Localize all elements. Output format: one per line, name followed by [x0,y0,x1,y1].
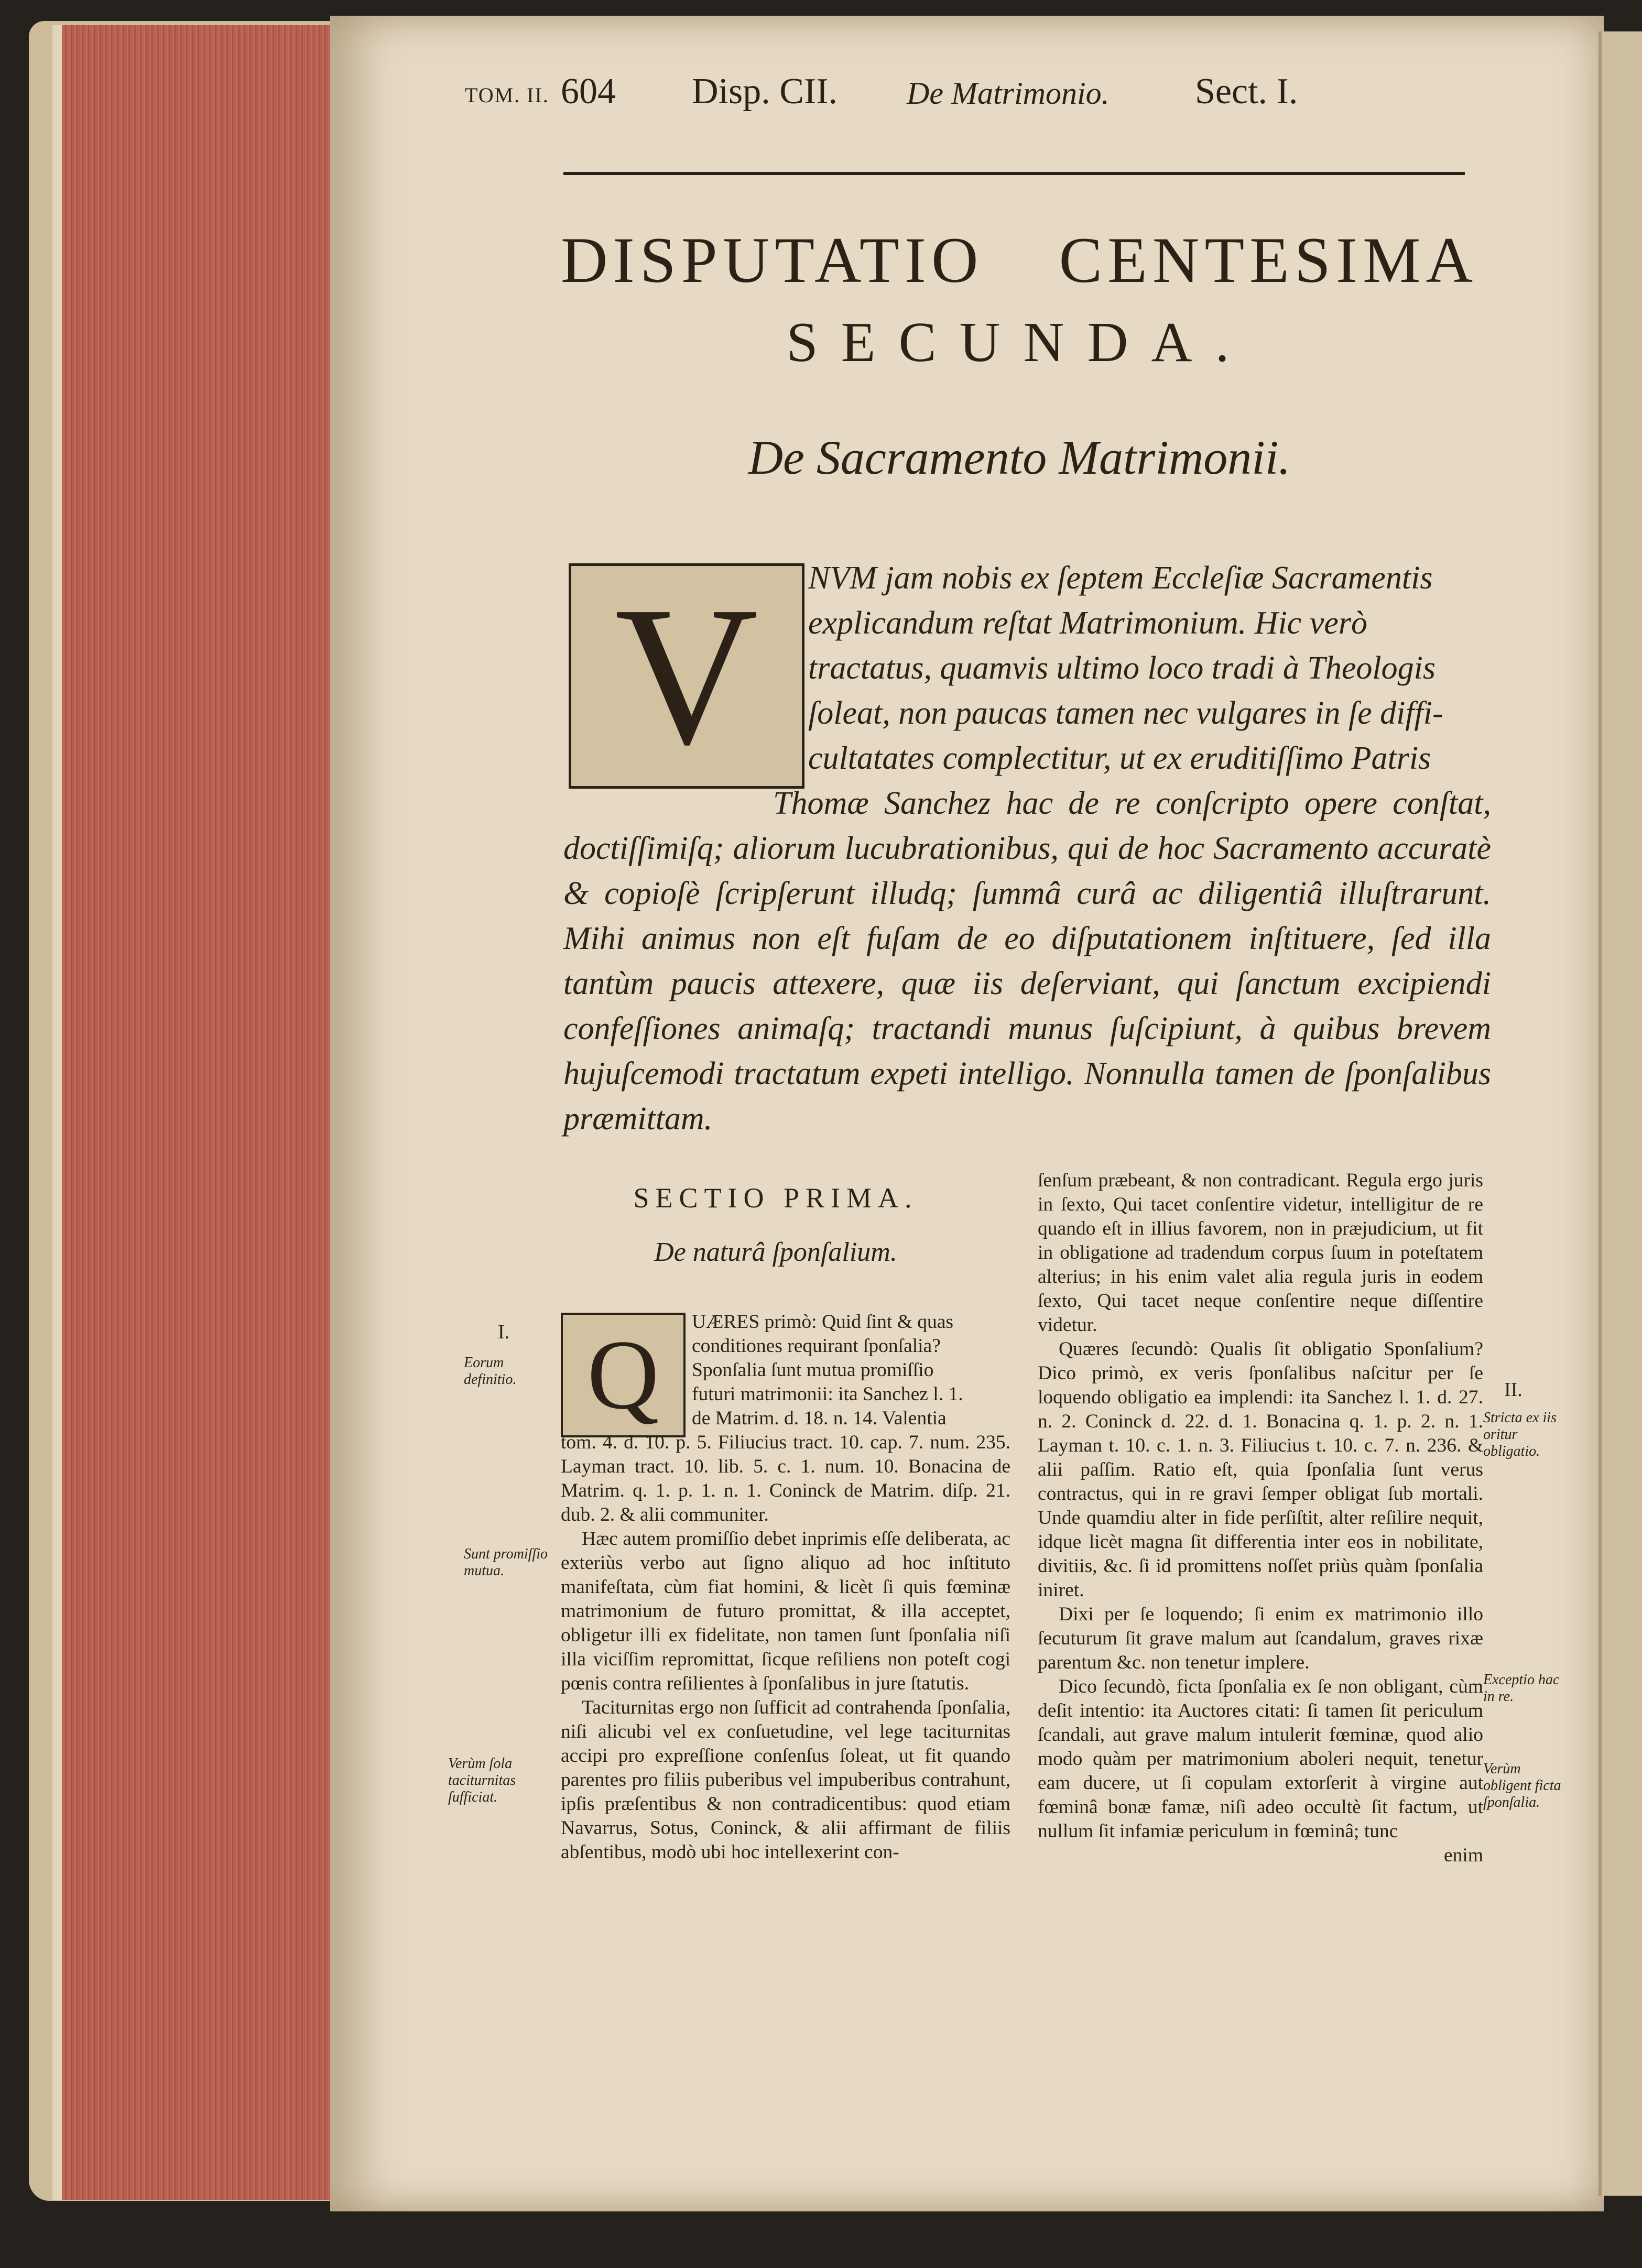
page-fore-edge [52,25,345,2200]
margin-note-exception: Exceptio hac in re. [1483,1672,1560,1705]
ornamental-initial-v: V [569,563,804,789]
next-page-edge [1598,31,1642,2196]
text-line: Sponſalia ſunt mutua promiſſio [692,1359,934,1381]
left-paragraph-2: Hæc autem promiſſio debet inprimis eſſe deliberata, ac exteriùs verbo aut ſigno aliquo ad hoc inſtituto manifeſtata, cùm fiat homini, & licèt ſi quis fœminæ matrimonium de futuro promittat, & illa acceptet, obligetur illi ex fidelitate, non tamen ſunt ſponſalia niſi illa viciſſim repromittat, ſicque reſiliens non poteſt cogi pœnis contra reſilientes à ſponſalibus in jure ſtatutis. [561,1528,1010,1694]
header-page-number: 604 [561,71,616,112]
intro-first-lines [808,555,1489,781]
text-line: de Matrim. d. 18. n. 14. Valentia [692,1408,947,1429]
section-heading: SECTIO PRIMA. [633,1182,918,1214]
intro-line: cultatates complectitur, ut ex eruditiſſimo Patris [808,740,1431,776]
margin-note-taciturnity: Verùm ſola taciturnitas ſufficiat. [448,1755,516,1805]
text-line: futuri matrimonii: ita Sanchez l. 1. [692,1383,963,1405]
catchword: enim [1444,1845,1483,1866]
ornamental-initial-q: Q [561,1313,686,1437]
right-paragraph-2: Quæres ſecundò: Qualis ſit obligatio Sponſalium? Dico primò, ex veris ſponſalibus naſcitur per ſe loquendo obligatio ea implendi: ita Sanchez l. 1. d. 27. n. 2. Coninck d. 22. d. 1. Bonacina q. 1. p. 2. n. 1. Layman t. 10. c. 1. n. 3. Filiucius t. 10. c. 7. n. 236. & alii paſſim. Ratio eſt, quia ſponſalia ſunt verus contractus, qui in re gravi ſemper obligat ſub mortali. Unde quamdiu alter in fide perſiſtit, alter reſilire nequit, idque licèt magna ſit differentia inter eos in nobilitate, divitiis, &c. ſi id promittens noſſet priùs quàm ſponſalia iniret. [1038,1338,1483,1601]
text-line: UÆRES primò: Quid ſint & quas [692,1311,953,1333]
right-paragraph-3: Dixi per ſe loquendo; ſi enim ex matrimonio illo ſecuturum ſit grave malum aut ſcandalum, graves rixæ parentum &c. non tenetur implere. [1038,1604,1483,1673]
margin-numeral-i: I. [498,1321,510,1343]
margin-note-fictitious: Verùm obligent ficta ſponſalia. [1483,1761,1561,1811]
left-paragraph-1: tom. 4. d. 10. p. 5. Filiucius tract. 10. cap. 7. num. 235. Layman tract. 10. lib. 5. c. 1. num. 10. Bonacina de Matrim. q. 1. p. 1. n. 1. Coninck de Matrim. diſp. 21. dub. 2. & alii communiter. [561,1432,1010,1525]
title-line-2: SECUNDA. [786,311,1253,374]
header-section: Sect. I. [1195,71,1298,112]
title-word-2: CENTESIMA [1059,224,1478,296]
right-paragraph-4: Dico ſecundò, ficta ſponſalia ex ſe non obligant, cùm deſit intentio: ita Auctores citati: ſi tamen ſit periculum ſcandali, aut grave malum intulerit fœminæ, quod alio modo quàm per matrimonium aboleri nequit, tenetur eam ducere, ut ſi copulam extorſerit à virgine aut fœminâ bonæ famæ, niſi adeo occultè ſit factum, ut nullum ſit infamiæ periculum in fœminâ; tunc [1038,1676,1483,1842]
left-paragraph-3: Taciturnitas ergo non ſufficit ad contrahenda ſponſalia, niſi alicubi vel ex conſuetudine, vel lege taciturnitas accipi pro expreſſione conſenſus ſoleat, ut fit quando parentes pro filiis puberibus vel impuberibus contrahunt, ipſis præſentibus & non contradicentibus: quod etiam Navarrus, Sotus, Coninck, & alii affirmant de filiis abſentibus, modò ubi hoc intellexerint con- [561,1697,1010,1863]
book-page [330,16,1604,2211]
subtitle: De Sacramento Matrimonii. [748,431,1291,484]
margin-note-obligation: Stricta ex iis oritur obligatio. [1483,1410,1557,1459]
intro-line: tractatus, quamvis ultimo loco tradi à Theologis [808,650,1436,686]
section-subheading: De naturâ ſponſalium. [654,1237,897,1267]
right-column-body [1038,1169,1483,1868]
left-column-first-lines [692,1310,1010,1431]
text-line: conditiones requirant ſponſalia? [692,1335,941,1357]
intro-line: explicandum reſtat Matrimonium. Hic verò [808,605,1367,641]
intro-line: NVM jam nobis ex ſeptem Eccleſiæ Sacramentis [808,560,1433,596]
margin-numeral-ii: II. [1504,1379,1523,1401]
intro-line: ſoleat, non paucas tamen nec vulgares in ſe diffi- [808,695,1443,731]
header-topic: De Matrimonio. [907,76,1110,111]
header-rule [563,172,1465,175]
margin-note-definition: Eorum definitio. [464,1355,517,1388]
title-line-1 [561,224,1478,296]
header-disputation: Disp. CII. [692,71,838,112]
title-word-1: DISPUTATIO [561,224,984,296]
intro-continuation: Thomæ Sanchez hac de re conſcripto opere conſtat, doctiſſimiſq; aliorum lucubrationibus, qui de hoc Sacramento accuratè & copioſè ſcripſerunt illudq; ſummâ curâ ac diligentiâ illuſtrarunt. Mihi animus non eſt fuſam de eo diſputationem inſtituere, ſed illa tantùm paucis attexere, quæ iis deſerviant, qui ſanctum excipiendi confeſſiones animaſq; tractandi munus ſuſcipiunt, à quibus brevem hujuſcemodi tractatum expeti intelligo. Nonnulla tamen de ſponſalibus præmittam. [563,786,1491,1137]
left-column-body [561,1431,1010,1864]
right-paragraph-1: ſenſum præbeant, & non contradicant. Regula ergo juris in ſexto, Qui tacet conſentire videtur, intelligitur de re quando eſt in illius favorem, non in præjudicium, ut fit in obligatione ad tradendum corpus ſuum in poteſtatem alterius; in his enim valet alia regula juris in eodem ſexto, Qui tacet neque conſentire neque diſſentire videtur. [1038,1170,1483,1336]
header-tome: TOM. II. [465,83,549,107]
margin-note-mutual-promise: Sunt promiſſio mutua. [464,1546,548,1579]
